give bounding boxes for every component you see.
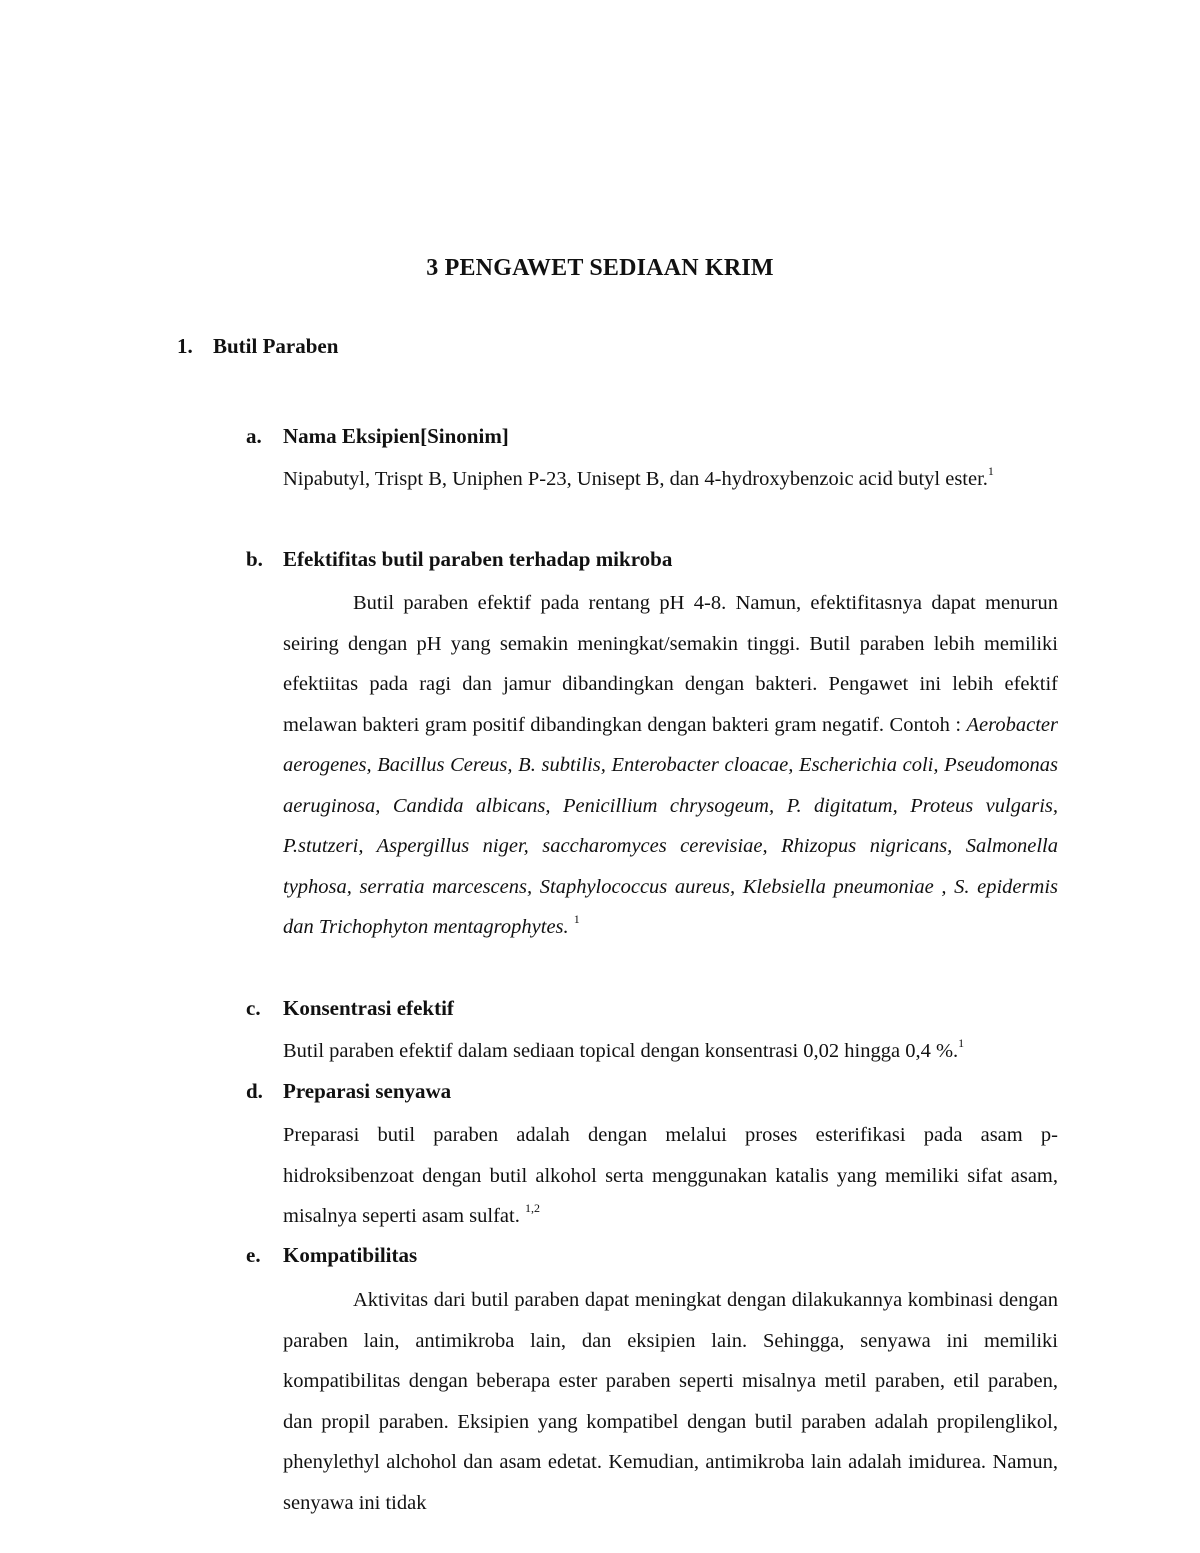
subsection-e-heading — [246, 1243, 417, 1268]
subsection-b-text — [283, 583, 1058, 948]
subsection-b-heading — [246, 547, 672, 572]
subsection-title: Konsentrasi efektif — [283, 996, 454, 1020]
page-title: 3 PENGAWET SEDIAAN KRIM — [426, 255, 774, 281]
section-title: Butil Paraben — [213, 334, 339, 358]
subsection-letter: e. — [246, 1243, 261, 1267]
subsection-d-text — [283, 1115, 1058, 1237]
reference-mark: 1,2 — [524, 1201, 540, 1216]
subsection-title: Efektifitas butil paraben terhadap mikroba — [283, 547, 673, 571]
microbe-examples: Aerobacter aerogenes, Bacillus Cereus, B. subtilis, Enterobacter cloacae, Escherichia coli, Pseudomonas aeruginosa, Candida albicans, Penicillium chrysogeum, P. digitatum, Proteus vulgaris, P.stutzeri, Aspergillus niger, saccharomyces cerevisiae, Rhizopus nigricans, Salmonella typhosa, serratia marcescens, Staphylococcus aureus, Klebsiella pneumoniae , S. epidermis dan Trichophyton mentagrophytes. — [283, 713, 1058, 938]
subsection-c-text — [283, 1031, 1058, 1072]
compatibility-text: Aktivitas dari butil paraben dapat meningkat dengan dilakukannya kombinasi dengan paraben lain, antimikroba lain, dan eksipien lain. Sehingga, senyawa ini memiliki kompatibilitas dengan beberapa ester paraben seperti misalnya metil paraben, etil paraben, dan propil paraben. Eksipien yang kompatibel dengan butil paraben adalah propilenglikol, phenylethyl alchohol dan asam edetat. Kemudian, antimikroba lain adalah imidurea. Namun, senyawa ini tidak — [283, 1289, 1058, 1514]
subsection-d-heading — [246, 1079, 451, 1104]
section-heading — [177, 334, 338, 359]
subsection-title: Kompatibilitas — [283, 1243, 418, 1267]
subsection-c-heading — [246, 996, 454, 1021]
subsection-letter: b. — [246, 547, 263, 571]
subsection-a-heading — [246, 424, 509, 449]
preparation-text: Preparasi butil paraben adalah dengan melalui proses esterifikasi pada asam p-hidroksibenzoat dengan butil alkohol serta menggunakan katalis yang memiliki sifat asam, misalnya seperti asam sulfat. — [283, 1124, 1058, 1227]
effectiveness-text: Butil paraben efektif pada rentang pH 4-8. Namun, efektifitasnya dapat menurun seiring dengan pH yang semakin meningkat/semakin tinggi. Butil paraben lebih memiliki efektiitas pada ragi dan jamur dibandingkan dengan bakteri. Pengawet ini lebih efektif melawan bakteri gram positif dibandingkan dengan bakteri gram negatif. Contoh : — [283, 592, 1058, 736]
subsection-title: Preparasi senyawa — [283, 1079, 452, 1103]
subsection-a-text — [283, 459, 1058, 500]
synonyms-text: Nipabutyl, Trispt B, Uniphen P-23, Unisept B, dan 4-hydroxybenzoic acid butyl ester. — [283, 468, 988, 490]
subsection-letter: d. — [246, 1079, 263, 1103]
concentration-text: Butil paraben efektif dalam sediaan topical dengan konsentrasi 0,02 hingga 0,4 %. — [283, 1040, 959, 1062]
reference-mark: 1 — [987, 464, 994, 479]
subsection-title: Nama Eksipien[Sinonim] — [283, 424, 509, 448]
reference-mark: 1 — [958, 1036, 965, 1051]
section-number: 1. — [177, 334, 193, 358]
reference-mark: 1 — [573, 912, 580, 927]
subsection-letter: a. — [246, 424, 262, 448]
subsection-e-text — [283, 1280, 1058, 1523]
subsection-letter: c. — [246, 996, 261, 1020]
